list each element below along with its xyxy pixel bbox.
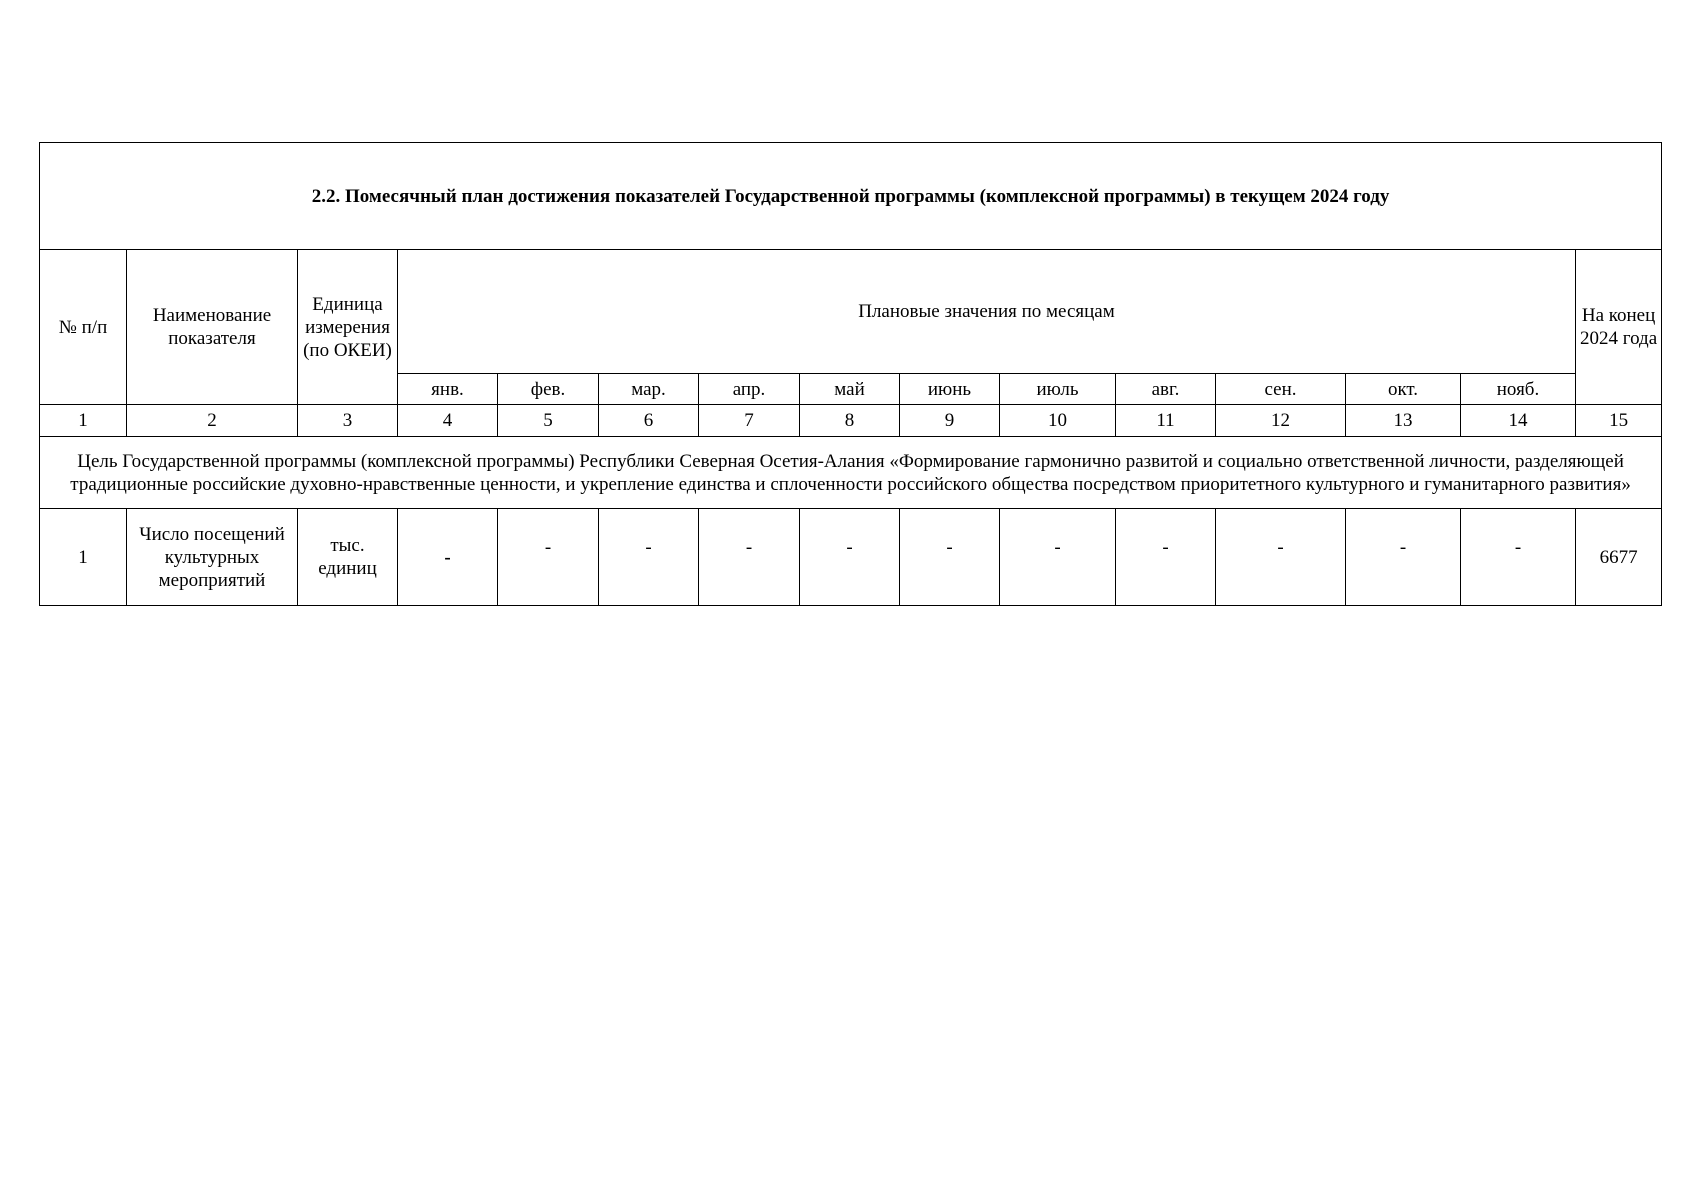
month-value: -	[1514, 536, 1522, 558]
month-value: -	[645, 536, 652, 558]
row-month-value	[699, 509, 800, 606]
header-month: май	[800, 374, 900, 405]
row-month-value	[1000, 509, 1116, 606]
column-number: 7	[699, 405, 800, 437]
column-number-row	[40, 405, 1662, 437]
row-month-value	[1461, 509, 1576, 606]
row-month-value	[498, 509, 599, 606]
header-month: июль	[1000, 374, 1116, 405]
header-end-of-year: На конец 2024 года	[1576, 250, 1662, 405]
column-number: 13	[1346, 405, 1461, 437]
program-goal: Цель Государственной программы (комплексной программы) Республики Северная Осетия-Алания «Формирование гармонично развитой и социально ответственной личности, разделяющей традиционные российские духовно-нравственные ценности, и укрепление единства и сплоченности российского общества посредством приоритетного культурного и гуманитарного развития»	[40, 437, 1662, 509]
month-value: -	[1277, 536, 1284, 558]
header-month: апр.	[699, 374, 800, 405]
column-number: 5	[498, 405, 599, 437]
row-end-of-year: 6677	[1576, 509, 1662, 606]
month-value: -	[544, 536, 552, 558]
row-indicator-name: Число посещений культурных мероприятий	[127, 509, 298, 606]
row-month-value	[1116, 509, 1216, 606]
row-month-value	[1216, 509, 1346, 606]
column-number: 14	[1461, 405, 1576, 437]
row-month-value	[800, 509, 900, 606]
header-monthly-values: Плановые значения по месяцам	[398, 250, 1576, 374]
column-number: 10	[1000, 405, 1116, 437]
header-indicator-name: Наименование показателя	[127, 250, 298, 405]
column-number: 4	[398, 405, 498, 437]
month-value: -	[846, 536, 853, 558]
column-number: 12	[1216, 405, 1346, 437]
column-number: 15	[1576, 405, 1662, 437]
month-value: -	[1399, 536, 1407, 558]
monthly-plan-table	[39, 142, 1662, 606]
header-month: июнь	[900, 374, 1000, 405]
column-number: 2	[127, 405, 298, 437]
month-value: -	[946, 536, 953, 558]
document-sheet	[39, 142, 1661, 606]
column-number: 8	[800, 405, 900, 437]
row-month-value	[599, 509, 699, 606]
column-number: 3	[298, 405, 398, 437]
header-num: № п/п	[40, 250, 127, 405]
header-month: янв.	[398, 374, 498, 405]
row-month-value	[398, 509, 498, 606]
column-number: 9	[900, 405, 1000, 437]
table-title: 2.2. Помесячный план достижения показателей Государственной программы (комплексной программы) в текущем 2024 году	[40, 143, 1662, 250]
row-unit: тыс. единиц	[298, 509, 398, 606]
row-num: 1	[40, 509, 127, 606]
month-value: -	[745, 536, 753, 558]
header-month: авг.	[1116, 374, 1216, 405]
header-month: сен.	[1216, 374, 1346, 405]
header-month: мар.	[599, 374, 699, 405]
header-month: окт.	[1346, 374, 1461, 405]
header-month: нояб.	[1461, 374, 1576, 405]
header-unit: Единица измерения (по ОКЕИ)	[298, 250, 398, 405]
table-row	[40, 509, 1662, 606]
month-value: -	[1162, 536, 1169, 558]
row-month-value	[1346, 509, 1461, 606]
column-number: 11	[1116, 405, 1216, 437]
column-number: 1	[40, 405, 127, 437]
month-value: -	[1054, 536, 1061, 558]
month-value: -	[444, 546, 451, 568]
row-month-value	[900, 509, 1000, 606]
column-number: 6	[599, 405, 699, 437]
header-month: фев.	[498, 374, 599, 405]
